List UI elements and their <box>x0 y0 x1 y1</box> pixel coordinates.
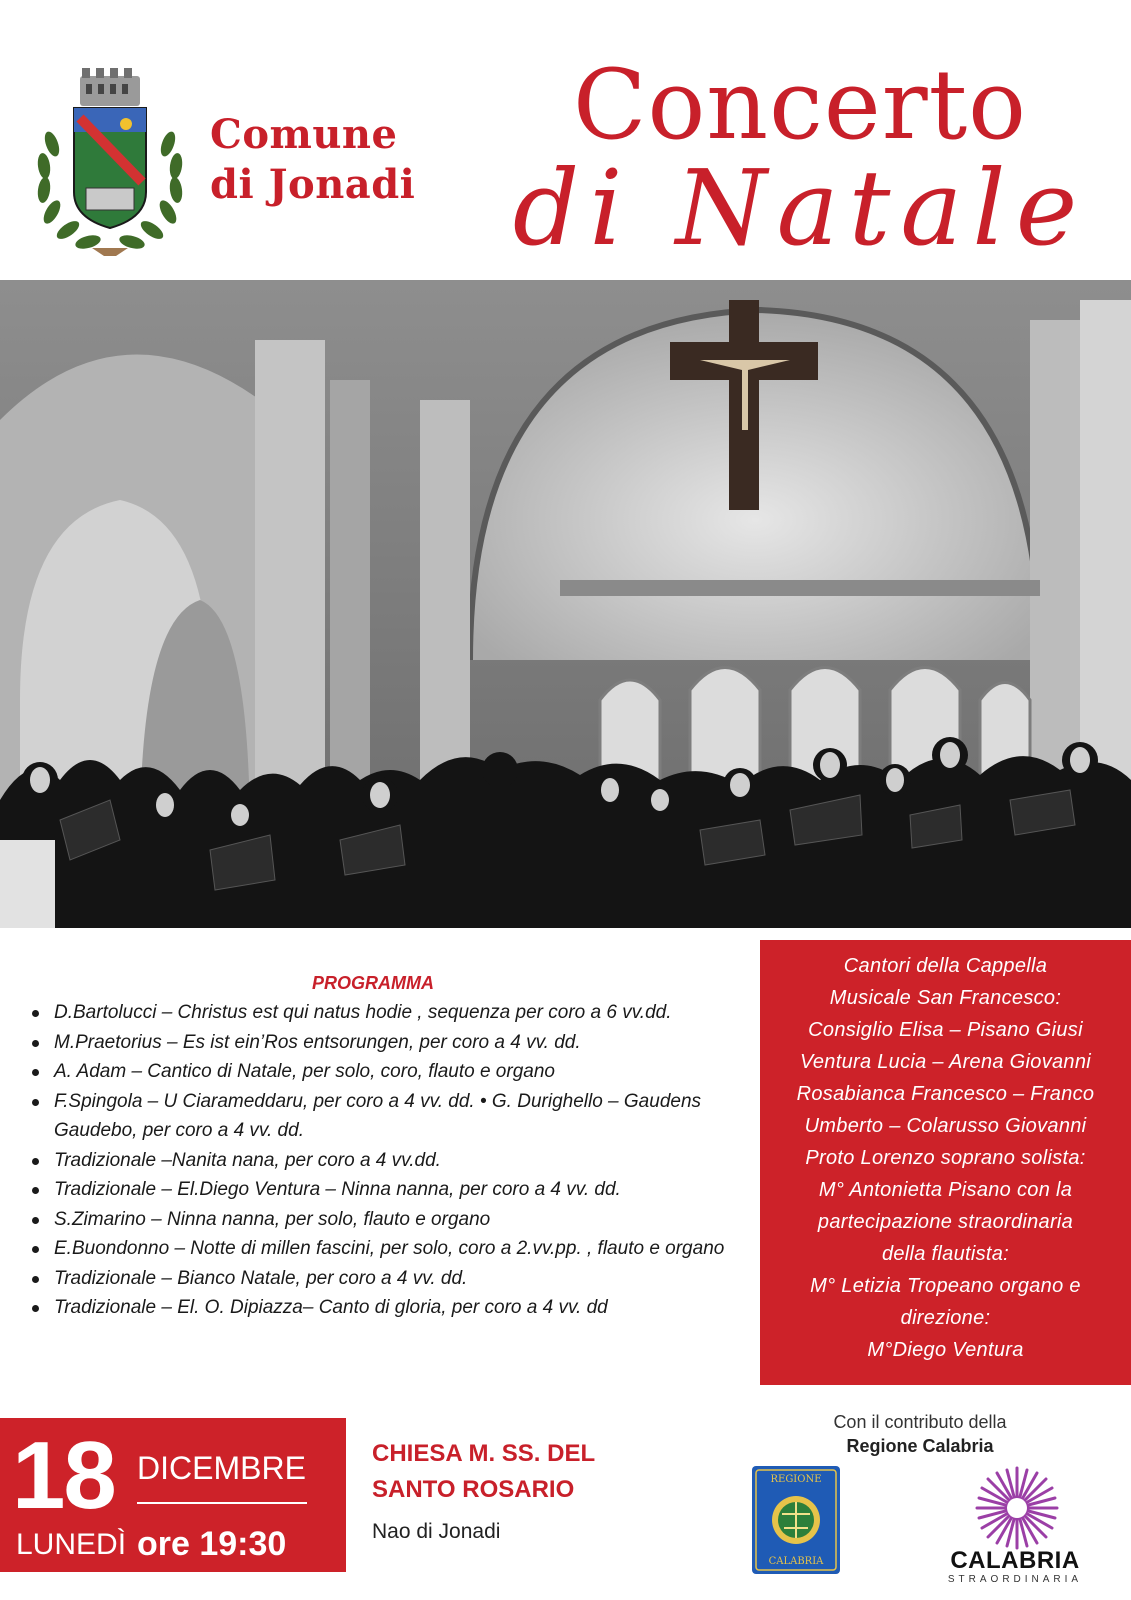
performers-line: Umberto – Colarusso Giovanni <box>804 1115 1087 1137</box>
contribution-region: Regione Calabria <box>846 1436 994 1456</box>
performers-line: Consiglio Elisa – Pisano Giusi <box>808 1019 1083 1041</box>
program-item-text: M.Praetorius – Es ist ein’Ros entsorungen, per coro a 4 vv. dd. <box>54 1031 581 1053</box>
performers-box <box>760 940 1131 1385</box>
concerto-title: Concerto <box>573 49 1027 161</box>
shield-top-text: REGIONE <box>770 1474 822 1485</box>
bullet-icon <box>32 1069 39 1076</box>
program-item <box>28 1087 738 1146</box>
comune-title <box>210 110 430 210</box>
comune-line-1: Comune <box>210 111 398 158</box>
regione-calabria-shield-icon <box>752 1466 840 1574</box>
comune-crest-icon <box>30 62 190 262</box>
program-item-text: E.Buondonno – Notte di millen fascini, per solo, coro a 2.vv.pp. , flauto e organo <box>54 1238 725 1259</box>
performers-line: della flautista: <box>881 1243 1010 1265</box>
program-item <box>28 1028 738 1058</box>
event-day: 18 <box>12 1422 115 1529</box>
date-divider <box>137 1502 307 1504</box>
bullet-icon <box>32 1099 39 1106</box>
performers-line: partecipazione straordinaria <box>817 1211 1074 1233</box>
venue-name <box>372 1436 692 1508</box>
calabria-brand-sub: STRAORDINARIA <box>947 1574 1083 1585</box>
bullet-icon <box>32 1276 39 1283</box>
program-item <box>28 1175 738 1205</box>
venue-line-1: CHIESA M. SS. DEL <box>372 1440 596 1467</box>
bullet-icon <box>32 1010 39 1017</box>
performers-line: Musicale San Francesco: <box>829 987 1062 1009</box>
bullet-icon <box>32 1040 39 1047</box>
bullet-icon <box>32 1217 39 1224</box>
venue-line-2: SANTO ROSARIO <box>372 1476 575 1503</box>
performers-line: M° Antonietta Pisano con la <box>818 1179 1073 1201</box>
performers-line: Ventura Lucia – Arena Giovanni <box>799 1051 1092 1073</box>
bullet-icon <box>32 1305 39 1312</box>
bullet-icon <box>32 1187 39 1194</box>
program-item-text: S.Zimarino – Ninna nanna, per solo, flauto e organo <box>54 1208 491 1230</box>
event-time: ore 19:30 <box>137 1525 287 1563</box>
program-list <box>28 998 748 1323</box>
program-heading: PROGRAMMA <box>312 973 434 993</box>
date-box <box>0 1418 346 1572</box>
event-month: DICEMBRE <box>137 1450 306 1486</box>
program-item-text: Tradizionale – El.Diego Ventura – Ninna nanna, per coro a 4 vv. dd. <box>54 1179 621 1200</box>
event-weekday: LUNEDÌ <box>16 1528 127 1561</box>
shield-bottom-text: CALABRIA <box>768 1556 824 1567</box>
comune-line-2: di Jonadi <box>210 161 416 208</box>
performers-line: Proto Lorenzo soprano solista: <box>805 1147 1086 1169</box>
program-item-text: A. Adam – Cantico di Natale, per solo, coro, flauto e organo <box>54 1061 555 1082</box>
performers-line: direzione: <box>900 1307 991 1329</box>
program-item <box>28 998 738 1028</box>
program-item <box>28 1293 738 1323</box>
venue-town: Nao di Jonadi <box>372 1520 501 1543</box>
program-item <box>28 1234 738 1264</box>
performers-line: Rosabianca Francesco – Franco <box>796 1083 1095 1105</box>
program-item <box>28 1146 738 1176</box>
program-item-text: D.Bartolucci – Christus est qui natus hodie , sequenza per coro a 6 vv.dd. <box>54 1002 672 1023</box>
program-item-text: F.Spingola – U Ciarameddaru, per coro a 4 vv. dd. • G. Durighello – Gaudens Gaudebo, per coro a 4 vv. dd. <box>54 1090 702 1141</box>
performers-line: M° Letizia Tropeano organo e <box>810 1275 1081 1297</box>
contribution-text: Con il contributo della <box>833 1412 1007 1432</box>
performers-line: Cantori della Cappella <box>843 955 1048 977</box>
bullet-icon <box>32 1246 39 1253</box>
choir-photo <box>0 280 1131 928</box>
venue <box>372 1436 692 1546</box>
bullet-icon <box>32 1158 39 1165</box>
program-item-text: Tradizionale – Bianco Natale, per coro a 4 vv. dd. <box>54 1267 468 1289</box>
program-item <box>28 1264 738 1294</box>
program-item <box>28 1205 738 1235</box>
calabria-brand: CALABRIA <box>950 1547 1080 1574</box>
calabria-sun-icon <box>975 1466 1059 1550</box>
program-item <box>28 1057 738 1087</box>
performers-line: M°Diego Ventura <box>867 1339 1024 1361</box>
program-section <box>28 970 748 1323</box>
natale-title: di Natale <box>512 147 1088 269</box>
program-item-text: Tradizionale – El. O. Dipiazza– Canto di gloria, per coro a 4 vv. dd <box>54 1297 608 1318</box>
program-item-text: Tradizionale –Nanita nana, per coro a 4 vv.dd. <box>54 1149 441 1171</box>
